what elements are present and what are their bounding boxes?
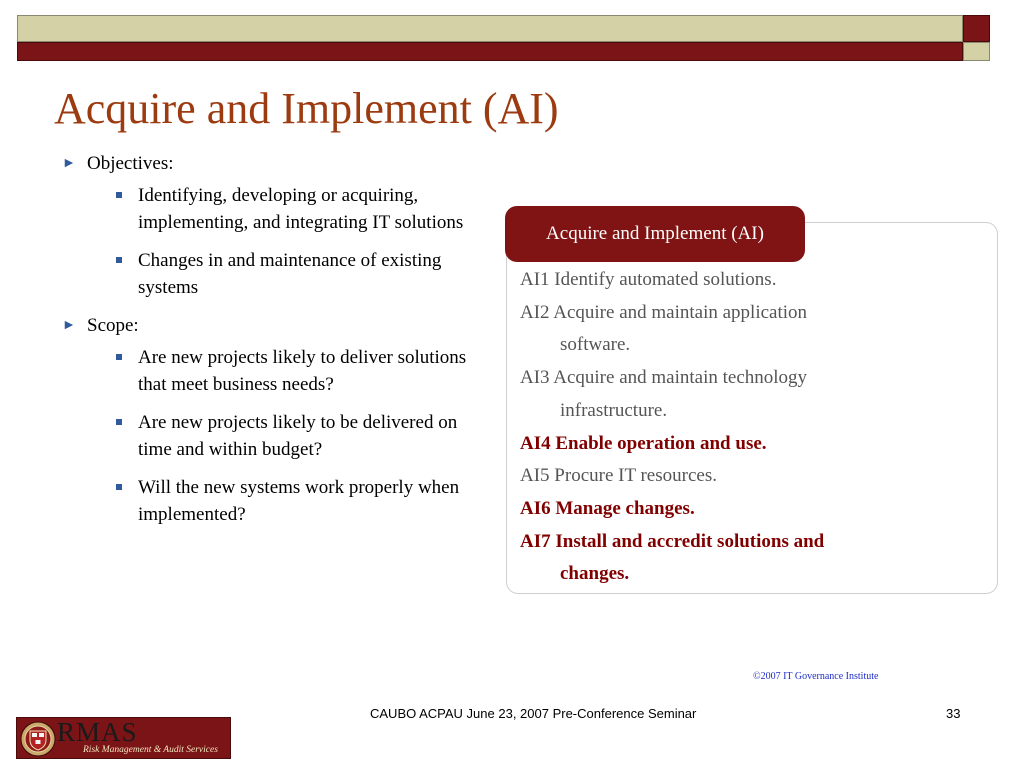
bullet-list [62,150,492,539]
sub-bullet [62,182,492,236]
bullet-objectives [62,150,492,177]
ai-item [520,460,990,493]
logo-subtitle: Risk Management & Audit Services [83,745,218,755]
sub-bullet-text: Identifying, developing or acquiring, implementing, and integrating IT solutions [138,185,464,233]
ai-item-continuation: software. [560,334,631,356]
ai-box-heading: Acquire and Implement (AI) [505,206,805,262]
square-bullet-icon [116,484,122,490]
sub-bullet [62,474,492,528]
square-bullet-icon [116,419,122,425]
square-bullet-icon [116,257,122,263]
ai-item [520,264,990,297]
ai-item [520,493,990,526]
ai-item-text: AI5 Procure IT resources. [520,465,717,487]
ai-item-text: AI6 Manage changes. [520,497,695,519]
header-red-bar [17,42,963,61]
ai-item [520,362,990,427]
copyright-credit: ©2007 IT Governance Institute [753,671,879,682]
ai-item-text: AI2 Acquire and maintain application [520,301,808,323]
sub-bullet [62,344,492,398]
logo-letters: RMAS [57,717,138,747]
ai-item-text: AI7 Install and accredit solutions and [520,530,825,552]
square-bullet-icon [116,354,122,360]
triangle-right-icon: ► [62,156,76,171]
sub-bullet-text: Changes in and maintenance of existing systems [138,250,442,298]
sub-bullet-text: Will the new systems work properly when implemented? [138,477,460,525]
bullet-scope [62,312,492,339]
ai-item-text: AI1 Identify automated solutions. [520,269,777,290]
header-olive-square [963,42,990,61]
header-olive-bar [17,15,963,42]
ai-process-list [520,264,990,591]
ai-item-text: AI4 Enable operation and use. [520,432,767,454]
ai-item [520,297,990,362]
ai-item-continuation: infrastructure. [560,399,668,421]
ai-item [520,428,990,461]
rmas-logo [16,717,231,759]
ai-item-text: AI3 Acquire and maintain technology [520,367,808,389]
sub-bullet [62,409,492,463]
header-red-square [963,15,990,42]
ai-item [520,526,990,591]
bullet-label: Scope: [87,315,139,336]
sub-bullet [62,247,492,301]
shield-crest-icon [20,721,56,757]
square-bullet-icon [116,192,122,198]
triangle-right-icon: ► [62,318,76,333]
sub-bullet-text: Are new projects likely to deliver solutions that meet business needs? [138,347,467,395]
page-number: 33 [946,706,961,721]
footer-text: CAUBO ACPAU June 23, 2007 Pre-Conference Seminar [370,706,697,721]
slide-title: Acquire and Implement (AI) [54,84,559,133]
bullet-label: Objectives: [87,153,174,174]
sub-bullet-text: Are new projects likely to be delivered on time and within budget? [138,412,458,460]
ai-item-continuation: changes. [560,563,630,585]
